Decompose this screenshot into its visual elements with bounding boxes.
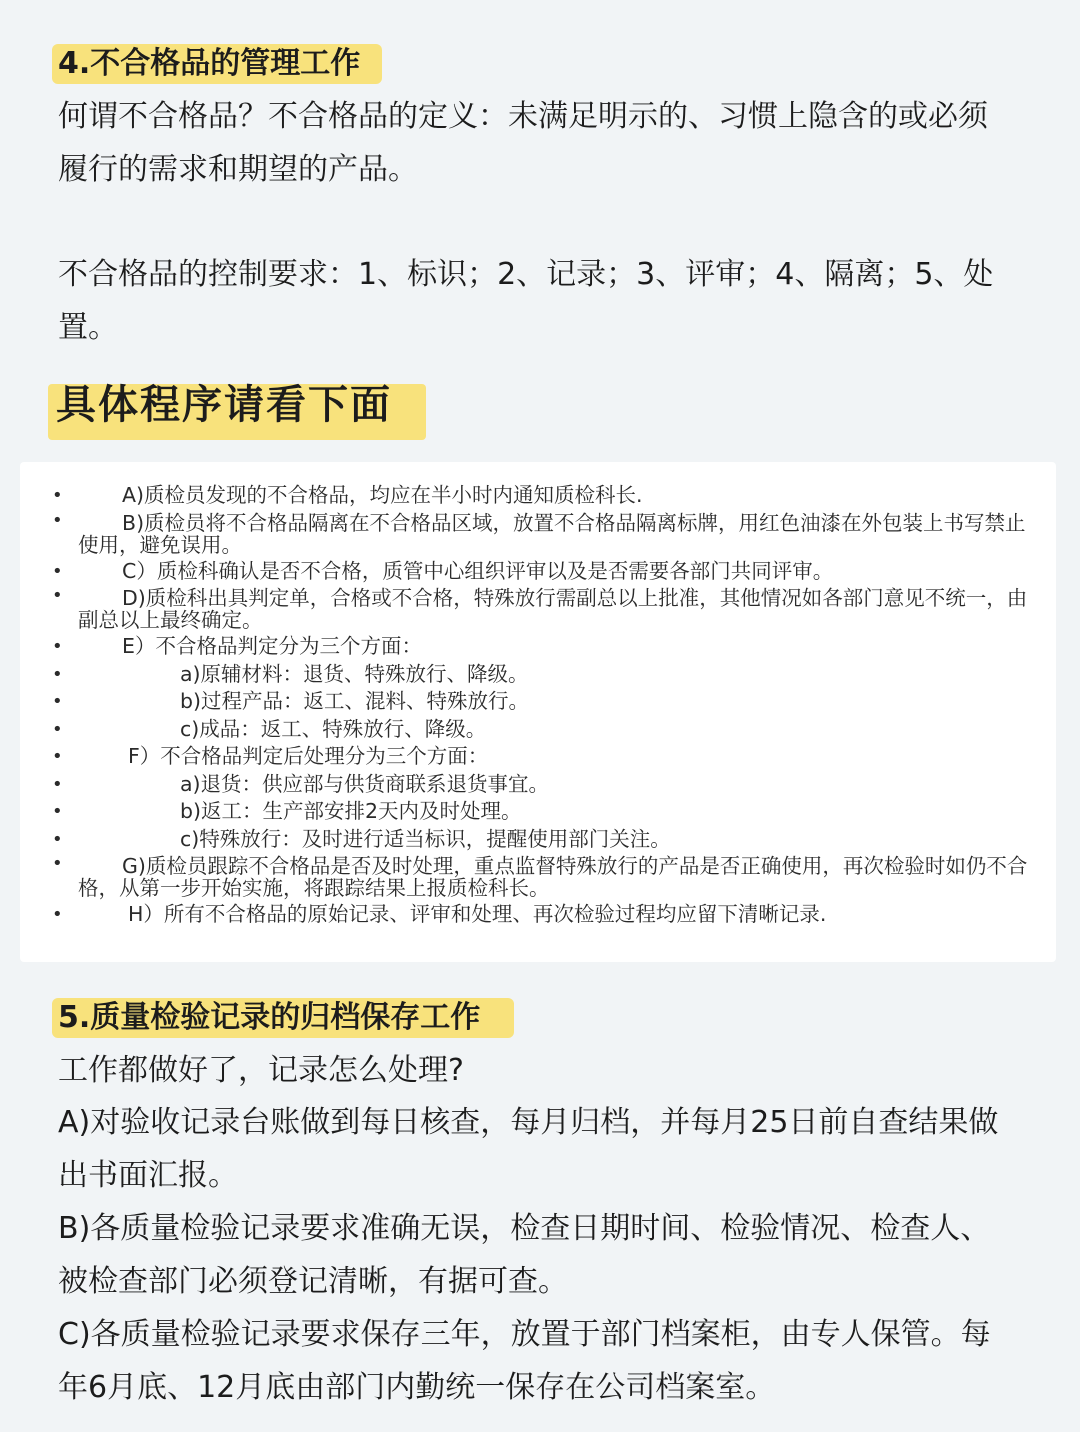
bullet: • xyxy=(52,773,63,795)
list-item: • a)原辅材料：退货、特殊放行、降级。 xyxy=(52,661,1040,689)
bullet: • xyxy=(52,485,63,506)
list-item: • c)成品：返工、特殊放行、降级。 xyxy=(52,716,1040,744)
section-5-question: 工作都做好了，记录怎么处理? xyxy=(58,1053,464,1088)
bullet: • xyxy=(52,853,63,874)
list-item: • a)退货：供应部与供货商联系退货事宜。 xyxy=(52,771,1040,799)
bullet: • xyxy=(52,560,63,582)
bullet: • xyxy=(52,801,63,822)
bullet: • xyxy=(52,636,63,657)
section-4-definition: 何谓不合格品？不合格品的定义：未满足明示的、习惯上隐含的或必须履行的需求和期望的产品。 xyxy=(58,99,988,187)
list-item: • F）不合格品判定后处理分为三个方面： xyxy=(52,743,1040,771)
list-item: • H）所有不合格品的原始记录、评审和处理、再次检验过程均应留下清晰记录. xyxy=(52,901,1040,929)
list-item: • D)质检科出具判定单，合格或不合格，特殊放行需副总以上批准，其他情况如各部门意见不统一，由副总以上最终确定。 xyxy=(52,585,1028,632)
section-5-heading: 5.质量检验记录的归档保存工作 xyxy=(58,1000,481,1035)
bullet: • xyxy=(52,663,63,685)
section-4-requirements: 不合格品的控制要求：1、标识；2、记录；3、评审；4、隔离；5、处置。 xyxy=(58,257,994,345)
list-item: • A)质检员发现的不合格品，均应在半小时内通知质检科长. xyxy=(52,482,1040,510)
list-item: • E）不合格品判定分为三个方面： xyxy=(52,633,1040,661)
list-item: • b)过程产品：返工、混料、特殊放行。 xyxy=(52,688,1040,716)
list-item: • C）质检科确认是否不合格，质管中心组织评审以及是否需要各部门共同评审。 xyxy=(52,558,1040,586)
bullet: • xyxy=(52,746,63,767)
list-item: • b)返工：生产部安排2天内及时处理。 xyxy=(52,798,1040,826)
procedure-list xyxy=(52,482,1040,929)
procedure-heading: 具体程序请看下面 xyxy=(56,382,392,428)
bullet: • xyxy=(52,828,63,850)
section-5-item-a: A)对验收记录台账做到每日核查，每月归档，并每月25日前自查结果做出书面汇报。 xyxy=(58,1105,999,1193)
list-item: • B)质检员将不合格品隔离在不合格品区域，放置不合格品隔离标牌，用红色油漆在外包装上书写禁止使用，避免误用。 xyxy=(52,509,1026,557)
bullet: • xyxy=(52,509,63,531)
bullet: • xyxy=(52,585,63,606)
list-item: • G)质检员跟踪不合格品是否及时处理，重点监督特殊放行的产品是否正确使用，再次检验时如仍不合格，从第一步开始实施，将跟踪结果上报质检科长。 xyxy=(52,853,1028,900)
bullet: • xyxy=(52,691,63,712)
section-5-item-c: C)各质量检验记录要求保存三年，放置于部门档案柜，由专人保管。每年6月底、12月底由部门内勤统一保存在公司档案室。 xyxy=(58,1317,991,1405)
section-5-item-b: B)各质量检验记录要求准确无误，检查日期时间、检验情况、检查人、被检查部门必须登记清晰，有据可查。 xyxy=(58,1211,991,1299)
bullet: • xyxy=(52,718,63,740)
list-item: • c)特殊放行：及时进行适当标识，提醒使用部门关注。 xyxy=(52,826,1040,854)
section-4-heading: 4.不合格品的管理工作 xyxy=(58,46,361,81)
bullet: • xyxy=(52,904,63,925)
